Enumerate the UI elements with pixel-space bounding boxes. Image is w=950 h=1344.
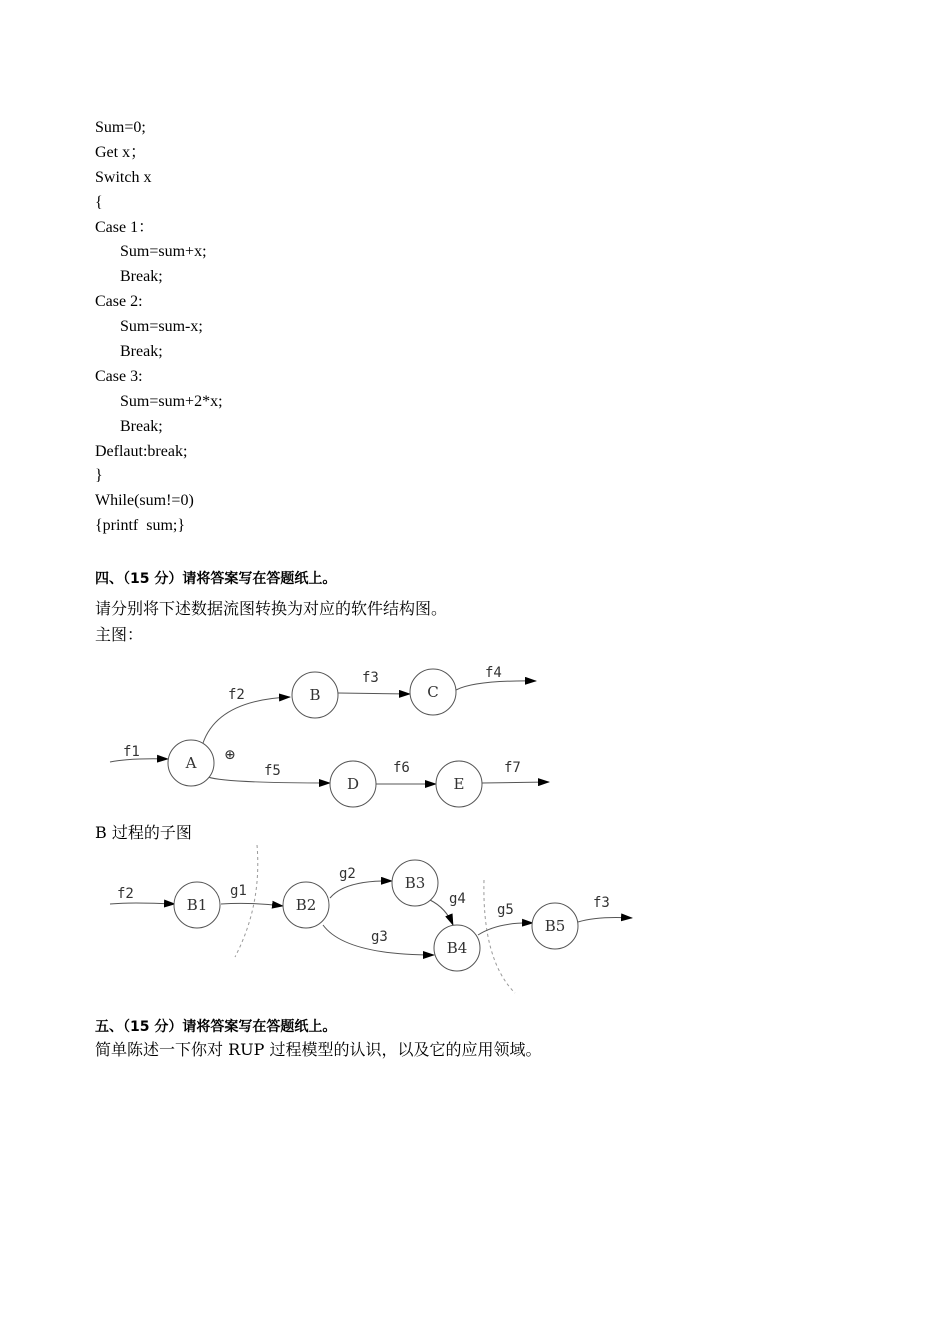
label-f1: f1	[123, 744, 140, 760]
node-E	[436, 761, 482, 807]
node-B1	[174, 882, 220, 928]
node-B	[292, 672, 338, 718]
svg-text:B1: B1	[186, 896, 208, 914]
svg-text:E: E	[453, 775, 465, 793]
main-dfd	[110, 665, 549, 807]
node-B3	[392, 860, 438, 906]
code-line: Case 3:	[95, 367, 143, 385]
node-A	[168, 740, 214, 786]
main-diagram-label: 主图：	[95, 625, 144, 644]
section4-heading: 四、（15 分）请将答案写在答题纸上。	[95, 571, 337, 587]
code-line: While(sum!=0)	[95, 492, 194, 510]
node-B5	[532, 903, 578, 949]
sub-diagram-label: B 过程的子图	[95, 823, 192, 842]
edge-g1	[221, 903, 283, 906]
edge-f2	[203, 697, 290, 743]
edge-f4	[456, 681, 536, 690]
sub-dfd-b	[110, 845, 632, 993]
label-g1: g1	[230, 883, 247, 899]
node-B2	[283, 882, 329, 928]
xor-symbol: ⊕	[224, 745, 236, 765]
svg-text:B2: B2	[295, 896, 317, 914]
code-line: Break;	[120, 268, 163, 286]
label-f5: f5	[264, 763, 281, 779]
code-line: Get x；	[95, 143, 147, 161]
code-line: Sum=sum+x;	[120, 243, 207, 261]
edge-f3	[338, 693, 410, 694]
edge-g2	[330, 881, 392, 898]
code-line: Break;	[120, 343, 163, 361]
label-f3: f3	[362, 670, 379, 686]
svg-text:B: B	[309, 686, 321, 704]
code-line: Case 1：	[95, 218, 155, 236]
code-line: {printf sum;}	[95, 517, 186, 535]
edge-sub-f2	[110, 903, 175, 904]
label-g2: g2	[339, 866, 356, 882]
code-line: }	[95, 467, 103, 485]
code-line: Deflaut:break;	[95, 442, 188, 460]
section5-heading: 五、（15 分）请将答案写在答题纸上。	[95, 1019, 337, 1035]
code-line: Switch x	[95, 168, 152, 186]
svg-text:B4: B4	[446, 939, 468, 957]
svg-text:D: D	[346, 775, 360, 793]
node-C	[410, 669, 456, 715]
node-D	[330, 761, 376, 807]
label-f2: f2	[228, 687, 245, 703]
label-g5: g5	[497, 902, 514, 918]
code-line: Sum=sum-x;	[120, 318, 203, 336]
svg-text:A: A	[185, 754, 197, 772]
code-line: Break;	[120, 417, 163, 435]
code-line: Sum=sum+2*x;	[120, 392, 223, 410]
code-line: Case 2:	[95, 293, 143, 311]
boundary-right	[484, 880, 515, 993]
svg-text:B3: B3	[404, 874, 426, 892]
section5-question: 简单陈述一下你对 RUP 过程模型的认识，以及它的应用领域。	[95, 1040, 542, 1059]
label-sub-f3: f3	[593, 895, 610, 911]
code-line: {	[95, 193, 103, 211]
svg-text:C: C	[427, 683, 439, 701]
svg-text:B5: B5	[544, 917, 566, 935]
label-f6: f6	[393, 760, 410, 776]
code-line: Sum=0;	[95, 119, 146, 136]
label-sub-f2: f2	[117, 886, 134, 902]
label-g3: g3	[371, 929, 388, 945]
label-f4: f4	[485, 665, 502, 681]
section4-instruction: 请分别将下述数据流图转换为对应的软件结构图。	[95, 599, 448, 618]
boundary-left	[235, 845, 258, 957]
label-f7: f7	[504, 760, 521, 776]
node-B4	[434, 925, 480, 971]
label-g4: g4	[449, 891, 466, 907]
edge-sub-f3	[578, 918, 632, 923]
edge-f7	[482, 782, 549, 783]
